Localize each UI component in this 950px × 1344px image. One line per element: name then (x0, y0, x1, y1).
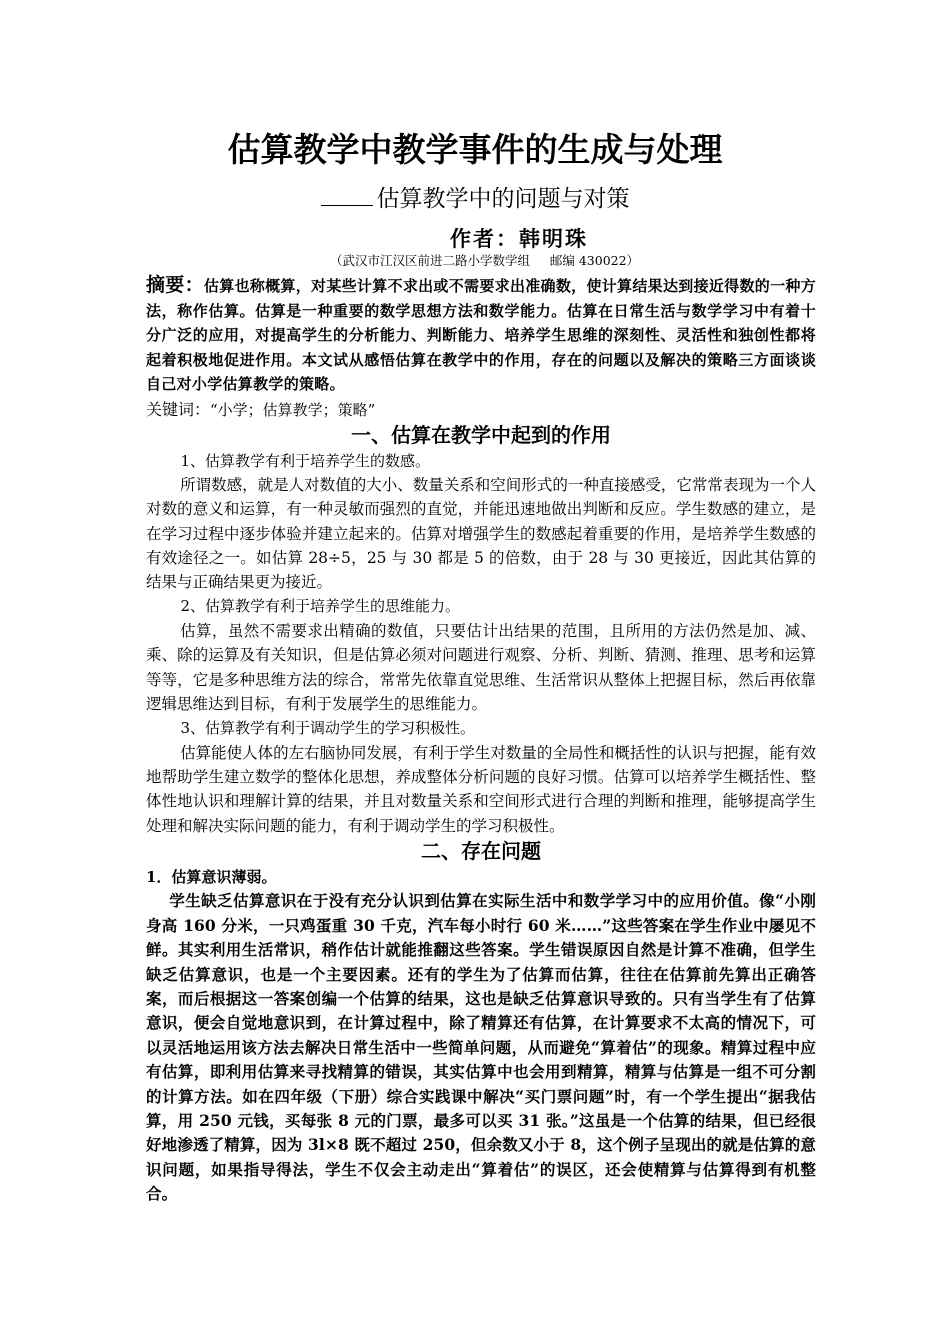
keywords-text: “小学；估算教学；策略” (210, 400, 376, 419)
author-line: 作者：韩明珠 (450, 226, 588, 251)
affiliation-line: （武汉市江汉区前进二路小学数学组 邮编 430022） (330, 253, 640, 268)
section-heading-1: 一、估算在教学中起到的作用 (351, 422, 611, 447)
abstract-text: 估算也称概算，对某些计算不求出或不需要求出准确数，使计算结果达到接近得数的一种方法，称作估算。估算是一种重要的数学思想方法和数学能力。估算在日常生活与数学学习中有着十分广泛的应用，对提高学生的分析能力、判断能力、培养学生思维的深刻性、灵活性和独创性都将起着积极地促进作用。本文试从感悟估算在教学中的作用，存在的问题以及解决的策略三方面谈谈自己对小学估算教学的策略。 (146, 277, 816, 393)
section2-item-1: 1．估算意识薄弱。 (146, 867, 277, 886)
section1-item-1: 1、估算教学有利于培养学生的数感。 (180, 451, 431, 470)
section1-item-2: 2、估算教学有利于培养学生的思维能力。 (180, 597, 461, 616)
subtitle-dash-rule (321, 183, 373, 206)
section-heading-2: 二、存在问题 (421, 838, 541, 863)
keywords-line (146, 398, 816, 422)
subtitle-text: 估算教学中的问题与对策 (376, 186, 630, 212)
document-body (146, 273, 816, 1207)
keywords-label: 关键词： (146, 399, 211, 419)
section1-paragraph-3: 估算能使人体的左右脑协同发展，有利于学生对数量的全局性和概括性的认识与把握，能有效地帮助学生建立数学的整体化思想，养成整体分析问题的良好习惯。估算可以培养学生概括性、整体性地认识和理解计算的结果，并且对数量关系和空间形式进行合理的判断和推理，能够提高学生处理和解决实际问题的能力，有利于调动学生的学习积极性。 (146, 743, 816, 835)
section1-paragraph-1: 所谓数感，就是人对数值的大小、数量关系和空间形式的一种直接感受，它常常表现为一个人对数的意义和运算，有一种灵敏而强烈的直觉，并能迅速地做出判断和反应。学生数感的建立，是在学习过程中逐步体验并建立起来的。估算对增强学生的数感起着重要的作用，是培养学生数感的有效途径之一。如估算 28÷5，25 与 30 都是 5 的倍数，由于 28 与 30 更接近，因此其估算的结果与正确结果更为接近。 (146, 476, 816, 592)
abstract-paragraph (146, 273, 816, 397)
section1-paragraph-2: 估算，虽然不需要求出精确的数值，只要估计出结果的范围，且所用的方法仍然是加、减、乘、除的运算及有关知识，但是估算必须对问题进行观察、分析、判断、猜测、推理、思考和运算等等，它是多种思维方法的综合，常常先依靠直觉思维、生活常识从整体上把握目标，然后再依靠逻辑思维达到目标，有利于发展学生的思维能力。 (146, 621, 816, 713)
section1-item-3: 3、估算教学有利于调动学生的学习积极性。 (180, 719, 476, 738)
document-title: 估算教学中教学事件的生成与处理 (227, 130, 723, 169)
section2-paragraph-1: 学生缺乏估算意识在于没有充分认识到估算在实际生活中和数学学习中的应用价值。像“小刚身高 160 分米，一只鸡蛋重 30 千克，汽车每小时行 60 米……”这些答案在学生作业中屡见不鲜。其实利用生活常识，稍作估计就能推翻这些答案。学生错误原因自然是计算不准确，但学生缺乏估算意识，也是一个主要因素。还有的学生为了估算而估算，往往在估算前先算出正确答案，而后根据这一答案创编一个估算的结果，这也是缺乏估算意识导致的。只有当学生有了估算意识，便会自觉地意识到，在计算过程中，除了精算还有估算，在计算要求不太高的情况下，可以灵活地运用该方法去解决日常生活中一些简单问题，从而避免“算着估”的现象。精算过程中应有估算，即利用估算来寻找精算的错误，其实估算中也会用到精算，精算与估算是一组不可分割的计算方法。如在四年级（下册）综合实践课中解决“买门票问题”时，有一个学生提出“据我估算，用 250 元钱，买每张 8 元的门票，最多可以买 31 张。”这虽是一个估算的结果，但已经很好地渗透了精算，因为 3l×8 既不超过 250，但余数又小于 8，这个例子呈现出的就是估算的意识问题，如果指导得法，学生不仅会主动走出“算着估”的误区，还会使精算与估算得到有机整合。 (146, 891, 816, 1204)
document-subtitle (0, 183, 950, 215)
abstract-label: 摘要： (146, 274, 204, 296)
